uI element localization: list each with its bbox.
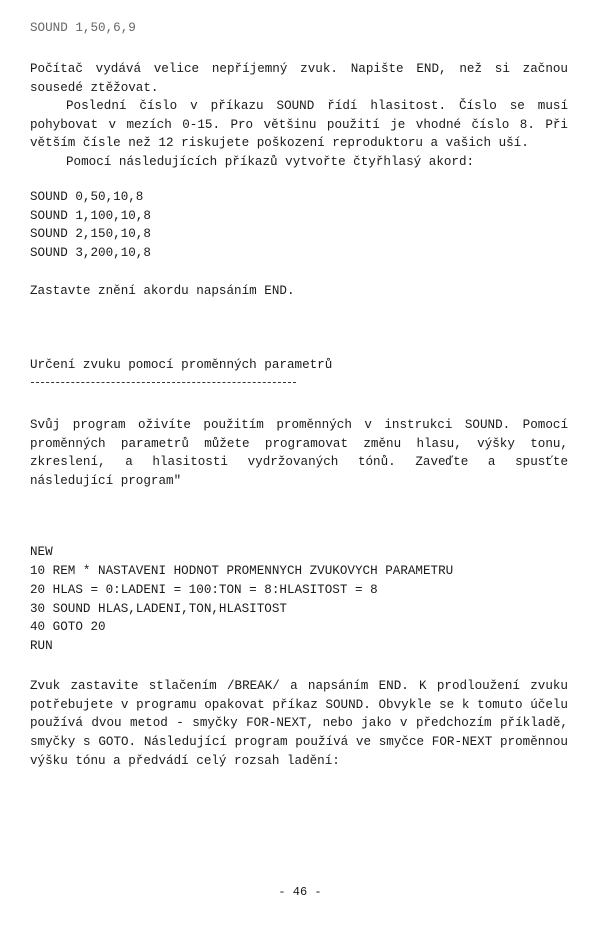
closing-paragraph: Zvuk zastavite stlačením /BREAK/ a napsáním END. K prodloužení zvuku potřebujete v programu opakovat příkaz SOUND. Obvykle se k tomuto účelu používá dvou metod - smyčky FOR-NEXT, nebo jako v předchozím příkladě, smyčky s GOTO. Následující program používá ve smyčce FOR-NEXT proměnnou výšku tónu a předvádí celý rozsah ladění: [30, 679, 568, 768]
code-line: SOUND 0,50,10,8 [30, 190, 144, 204]
code-line: 30 SOUND HLAS,LADENI,TON,HLASITOST [30, 602, 287, 616]
page-number: - 46 - [278, 885, 322, 899]
code-line: SOUND 2,150,10,8 [30, 227, 151, 241]
section-heading: Určení zvuku pomocí proměnných parametrů [30, 358, 333, 372]
heading-underline [31, 382, 296, 383]
section-paragraph: Svůj program oživíte použitím proměnných v instrukci SOUND. Pomocí proměnných parametrů můžete programovat změnu hlasu, výšky tonu, zkreslení, a hlasitosti vydržovaných tónů. Zaveďte a spusťte následující program" [30, 418, 568, 489]
code-line: RUN [30, 639, 53, 653]
code-line: NEW [30, 545, 53, 559]
code-line: SOUND 1,100,10,8 [30, 209, 151, 223]
code-line: 20 HLAS = 0:LADENI = 100:TON = 8:HLASITOST = 8 [30, 583, 378, 597]
code-line: 40 GOTO 20 [30, 620, 106, 634]
intro-paragraph-1: Počítač vydává velice nepříjemný zvuk. Napište END, než si začnou sousedé ztěžovat. [30, 62, 568, 95]
intro-paragraph-2: Poslední číslo v příkazu SOUND řídí hlasitost. Číslo se musí pohybovat v mezích 0-15. Pro většinu použití je vhodné číslo 8. Při větším čísle než 12 riskujete poškození reproduktoru a vašich uší. [30, 99, 568, 151]
code-line: 10 REM * NASTAVENI HODNOT PROMENNYCH ZVUKOVYCH PARAMETRU [30, 564, 454, 578]
code-line: SOUND 3,200,10,8 [30, 246, 151, 260]
running-header: SOUND 1,50,6,9 [30, 21, 136, 35]
stop-chord-text: Zastavte znění akordu napsáním END. [30, 284, 295, 298]
intro-paragraph-3: Pomocí následujících příkazů vytvořte čtyřhlasý akord: [66, 155, 475, 169]
